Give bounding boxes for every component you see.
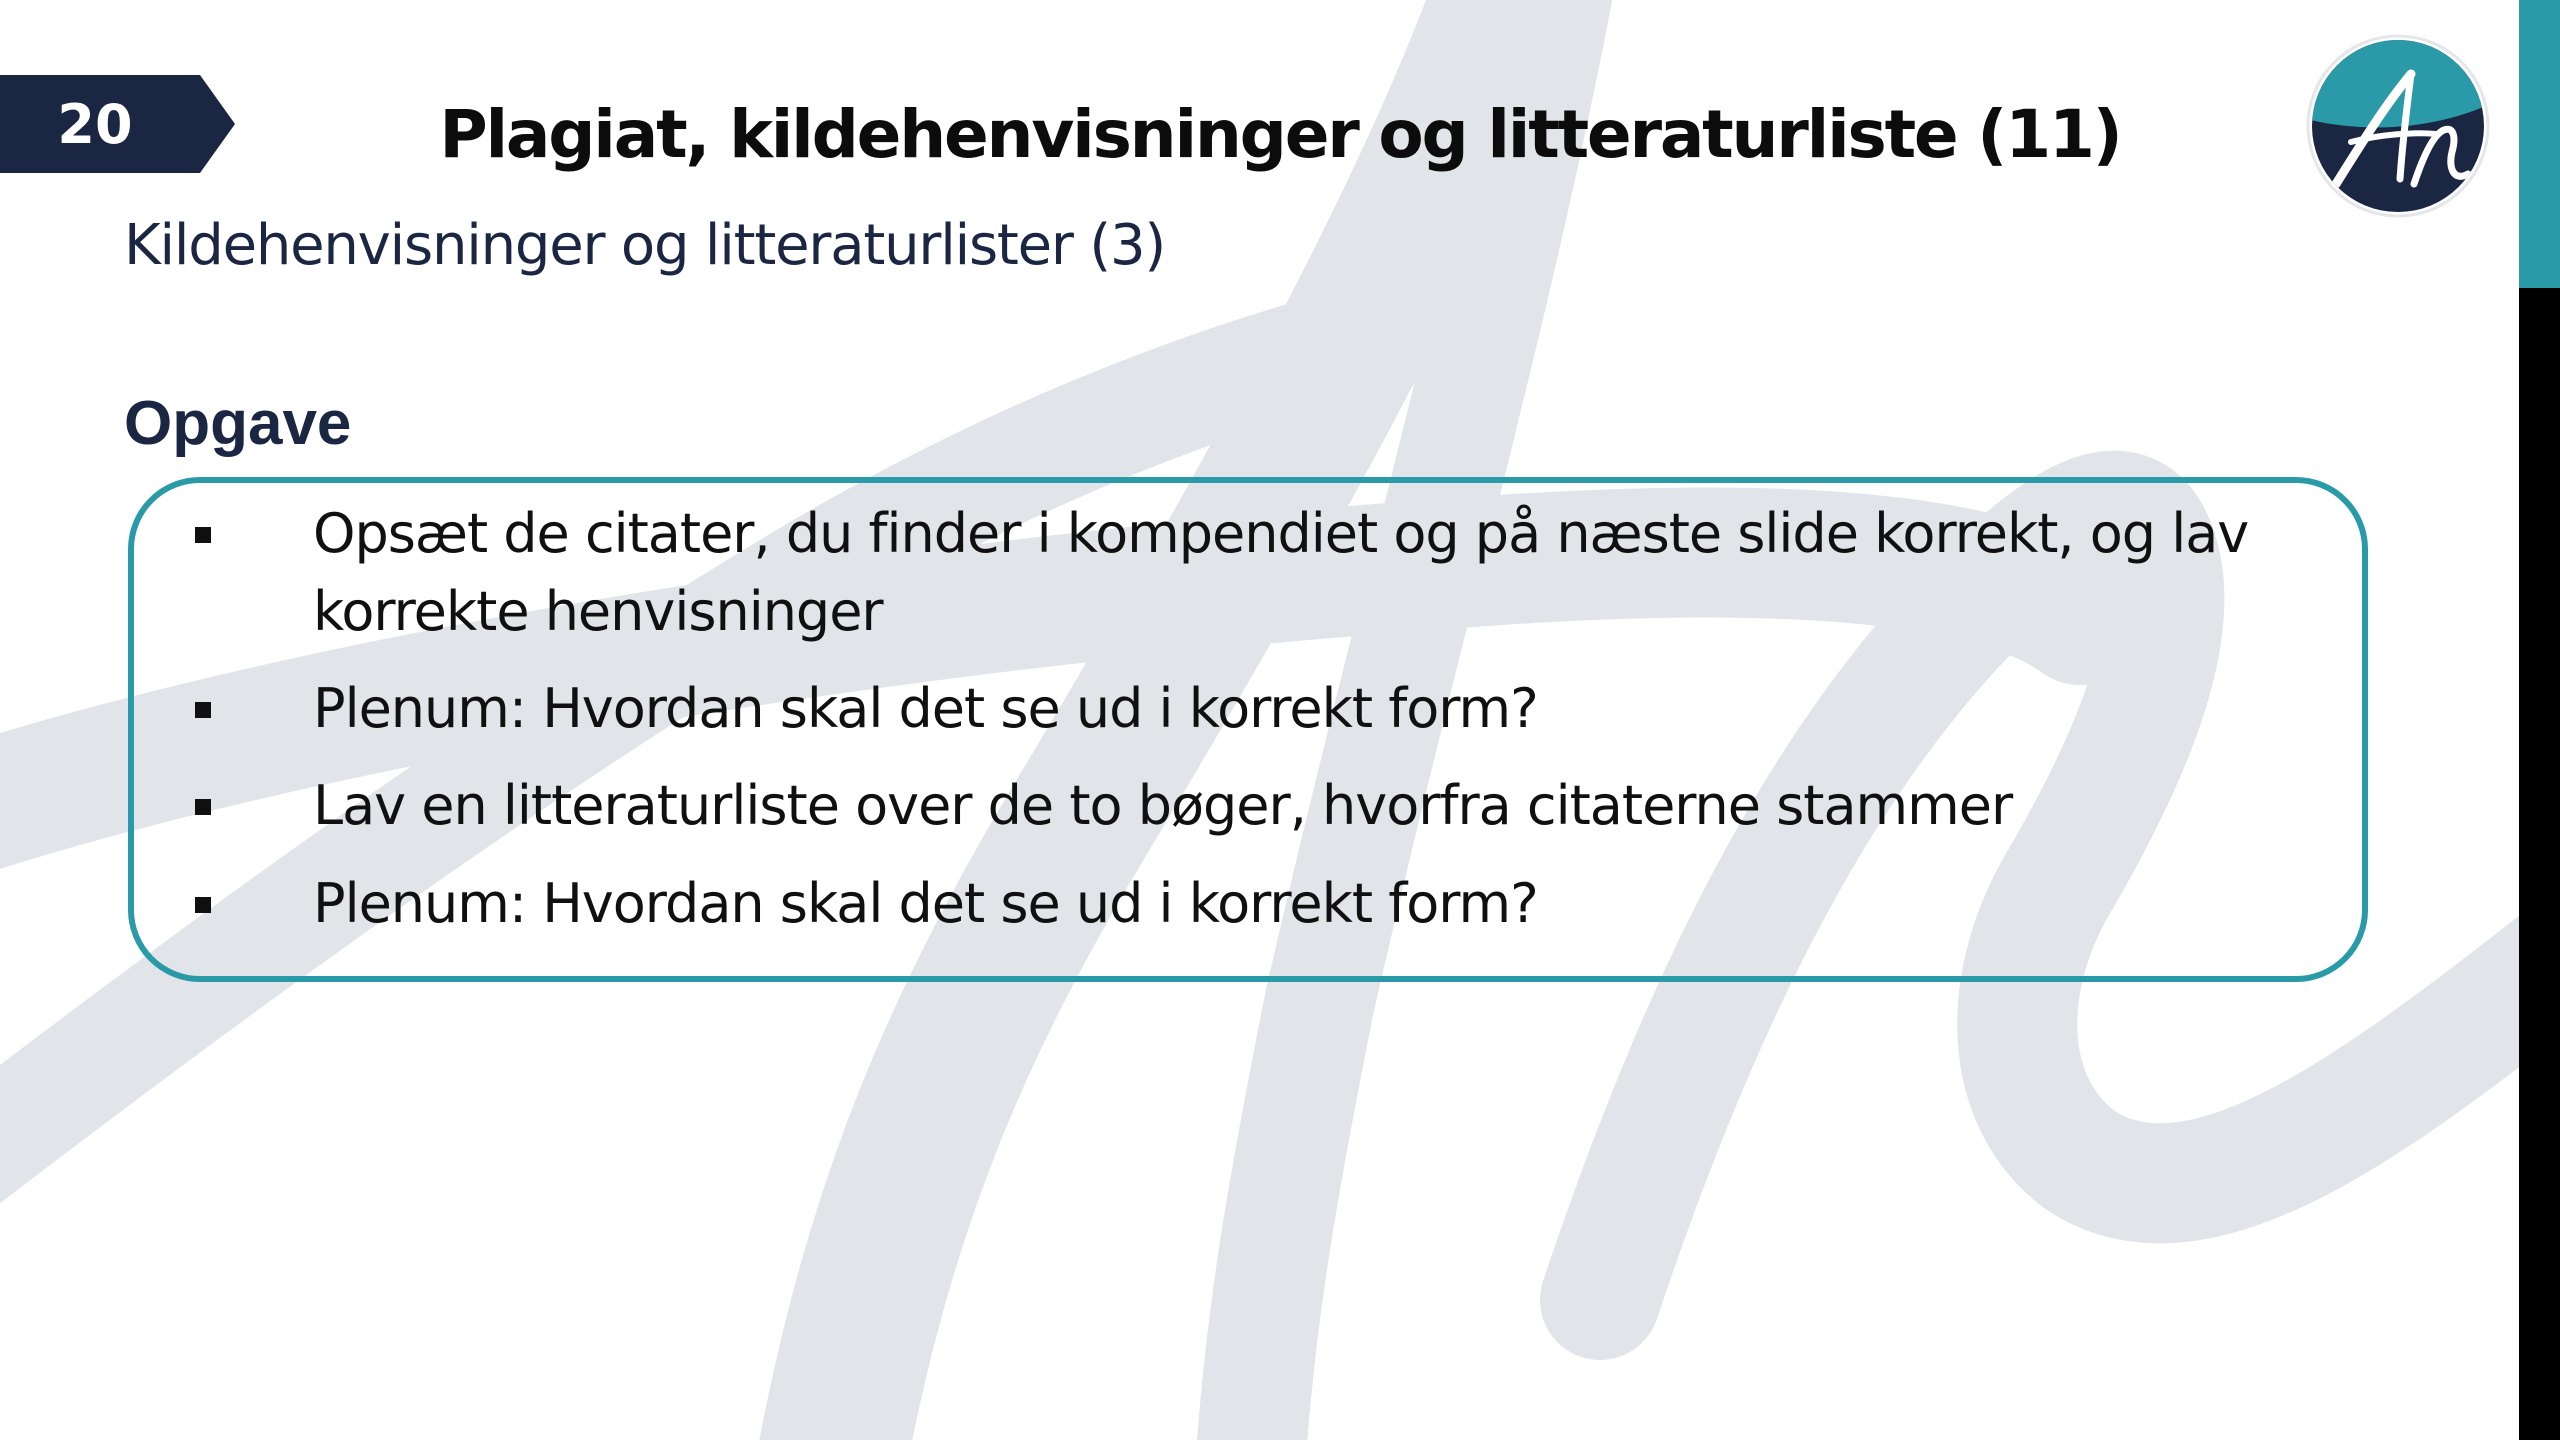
monogram-logo-icon [2306, 34, 2490, 218]
edge-dark-bar [2519, 288, 2560, 1440]
bullet-square-icon [195, 702, 211, 718]
bullet-square-icon [195, 527, 211, 543]
edge-accent-bar [2519, 0, 2560, 288]
list-item: Lav en litteraturliste over de to bøger, hvorfra citaterne stammer [313, 774, 2013, 837]
slide-number-badge [0, 75, 235, 173]
list-item: Opsæt de citater, du finder i kompendiet og på næste slide korrekt, og lav korrekte henvisninger [313, 502, 2249, 643]
slide-number: 20 [57, 92, 133, 156]
bullet-square-icon [195, 897, 211, 913]
slide-title: Plagiat, kildehenvisninger og litteraturliste (11) [439, 96, 2121, 173]
list-item: Plenum: Hvordan skal det se ud i korrekt form? [313, 677, 1538, 740]
section-heading: Opgave [124, 389, 352, 458]
bullet-square-icon [195, 799, 211, 815]
slide-subtitle: Kildehenvisninger og litteraturlister (3) [124, 213, 1166, 278]
list-item: Plenum: Hvordan skal det se ud i korrekt form? [313, 872, 1538, 935]
